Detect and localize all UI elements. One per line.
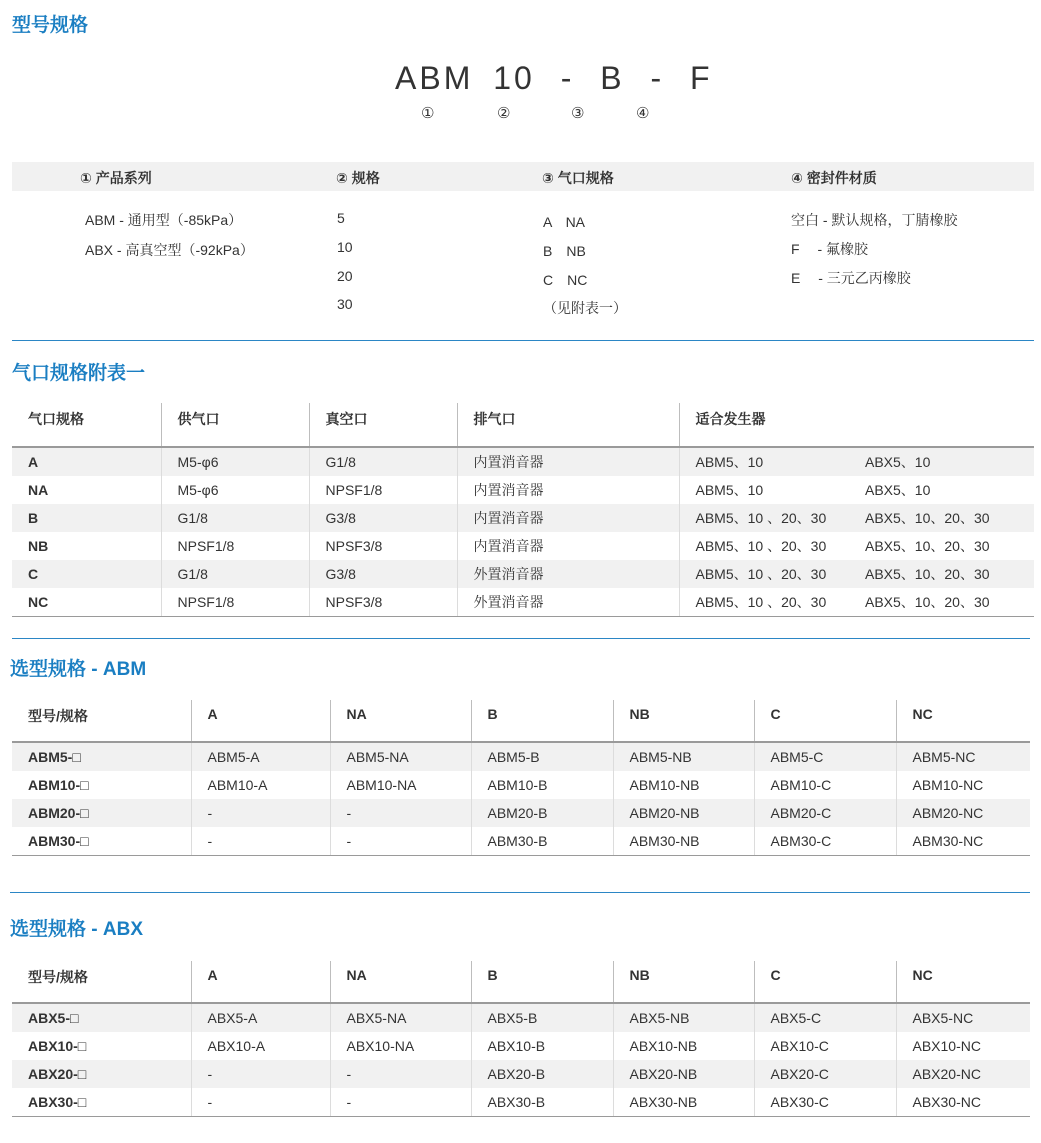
abm-selection-table (12, 700, 1030, 856)
spec-size-20: 20 (337, 268, 353, 284)
table-cell: ABM5、10 、20、30 (679, 504, 849, 532)
col-header: NA (330, 961, 471, 1003)
spec-header-port: ③ 气口规格 (542, 170, 614, 186)
table-cell: - (191, 827, 330, 856)
port-spec-table (12, 403, 1034, 617)
code-dash: - (560, 60, 575, 96)
spec-port-c: C NC (543, 272, 588, 288)
table-cell: - (330, 1060, 471, 1088)
divider (10, 892, 1030, 893)
table-cell: NPSF3/8 (309, 588, 457, 617)
model-code (395, 60, 713, 97)
col-header: NB (613, 700, 754, 742)
col-header: C (754, 700, 896, 742)
table-cell: ABM10-C (754, 771, 896, 799)
col-header-vacuum: 真空口 (309, 403, 457, 447)
table-cell: G1/8 (161, 504, 309, 532)
table-cell: ABX20-C (754, 1060, 896, 1088)
table-cell: G1/8 (161, 560, 309, 588)
col-header: B (471, 700, 613, 742)
table-header-row (12, 961, 1030, 1003)
spec-series-abm: ABM - 通用型（-85kPa） (85, 212, 243, 228)
table-cell: ABM30-B (471, 827, 613, 856)
spec-size-10: 10 (337, 239, 353, 255)
table-cell: ABM30-NC (896, 827, 1030, 856)
code-part-size: 10 (493, 60, 535, 96)
col-header: B (471, 961, 613, 1003)
table-row (12, 827, 1030, 856)
col-header: NA (330, 700, 471, 742)
row-label: ABX30-□ (12, 1088, 191, 1117)
table-cell: ABM5、10 、20、30 (679, 588, 849, 617)
spec-size-30: 30 (337, 296, 353, 312)
divider (12, 638, 1030, 639)
table-row (12, 1003, 1030, 1032)
table-row (12, 560, 1034, 588)
table-cell: ABM30-NB (613, 827, 754, 856)
row-label: ABX10-□ (28, 1038, 87, 1054)
table-cell: G3/8 (309, 560, 457, 588)
table-cell: ABM5、10 、20、30 (679, 532, 849, 560)
code-marker-3: ③ (571, 105, 585, 122)
spec-port-a: A NA (543, 214, 586, 230)
table-cell: - (191, 799, 330, 827)
table-cell: M5-φ6 (161, 447, 309, 476)
row-label: NB (28, 538, 49, 554)
col-header: C (754, 961, 896, 1003)
table-cell: ABM5-A (191, 742, 330, 771)
col-header: A (191, 961, 330, 1003)
row-label: ABX20-□ (12, 1060, 191, 1088)
table-cell: ABX5、10 (865, 482, 931, 498)
table-cell: ABX30-C (754, 1088, 896, 1117)
table-cell: ABM10-A (191, 771, 330, 799)
table-cell: - (330, 827, 471, 856)
row-label: ABX5-□ (12, 1003, 191, 1032)
table-cell: ABX10-NA (330, 1032, 471, 1060)
table-cell: ABX5、10、20、30 (865, 538, 990, 554)
table-cell: ABX5、10、20、30 (849, 504, 1034, 532)
table-cell: ABM20-B (471, 799, 613, 827)
row-label: ABM10-□ (28, 777, 89, 793)
table-cell: NPSF1/8 (161, 588, 309, 617)
table-cell: ABX30-NB (613, 1088, 754, 1117)
table-cell: ABX5-NB (613, 1003, 754, 1032)
spec-seal-default: 空白 - 默认规格，丁腈橡胶 (791, 212, 958, 228)
table-row (12, 799, 1030, 827)
row-label: NC (12, 588, 161, 617)
table-cell: 内置消音器 (457, 476, 679, 504)
section-title-port-table: 气口规格附表一 (12, 363, 146, 384)
table-cell: G1/8 (309, 447, 457, 476)
table-row (12, 447, 1034, 476)
section-title-abm: 选型规格 - ABM (10, 659, 147, 680)
spec-seal-e: E - 三元乙丙橡胶 (791, 270, 911, 286)
table-row (12, 1032, 1030, 1060)
col-header: A (191, 700, 330, 742)
table-cell: - (191, 1060, 330, 1088)
table-cell: 内置消音器 (457, 532, 679, 560)
table-cell: M5-φ6 (161, 476, 309, 504)
spec-header-size: ② 规格 (336, 170, 380, 186)
col-header: NC (896, 700, 1030, 742)
spec-header-seal: ④ 密封件材质 (791, 170, 877, 186)
table-cell: ABX10-C (754, 1032, 896, 1060)
table-row (12, 1060, 1030, 1088)
table-cell: ABM5-NB (613, 742, 754, 771)
spec-port-b: B NB (543, 243, 586, 259)
table-cell: ABM5-NC (896, 742, 1030, 771)
table-cell: ABM20-NC (896, 799, 1030, 827)
table-cell: - (330, 799, 471, 827)
col-header: NB (613, 961, 754, 1003)
table-cell: ABX10-B (471, 1032, 613, 1060)
table-cell: ABX5、10 (849, 447, 1034, 476)
table-cell: ABM5-B (471, 742, 613, 771)
table-cell: ABX10-NB (613, 1032, 754, 1060)
table-cell: ABM10-NB (613, 771, 754, 799)
code-dash: - (650, 60, 665, 96)
table-cell: ABX5、10、20、30 (849, 588, 1034, 617)
divider (12, 340, 1034, 341)
spec-size-5: 5 (337, 210, 345, 226)
table-cell: ABM10-B (471, 771, 613, 799)
section-title-abx: 选型规格 - ABX (10, 919, 144, 940)
code-marker-2: ② (497, 105, 511, 122)
code-marker-4: ④ (636, 105, 650, 122)
table-cell: 外置消音器 (457, 588, 679, 617)
table-cell: ABX5、10、20、30 (849, 560, 1034, 588)
col-header-port: 气口规格 (28, 411, 84, 427)
col-header: NC (896, 961, 1030, 1003)
table-cell: ABM5、10 (679, 447, 849, 476)
table-cell: ABX5-B (471, 1003, 613, 1032)
table-row (12, 771, 1030, 799)
table-cell: ABX10-A (191, 1032, 330, 1060)
table-cell: ABM10-NA (330, 771, 471, 799)
table-row (12, 1088, 1030, 1117)
code-part-seal: F (690, 60, 713, 96)
table-cell: ABM5、10 (679, 476, 849, 504)
table-cell: ABX5-NC (896, 1003, 1030, 1032)
table-cell: ABM5-C (754, 742, 896, 771)
spec-series-abx: ABX - 高真空型（-92kPa） (85, 242, 254, 258)
row-label: C (12, 560, 161, 588)
table-cell: ABX20-B (471, 1060, 613, 1088)
table-header-row (12, 700, 1030, 742)
table-cell: ABM30-C (754, 827, 896, 856)
table-cell: 外置消音器 (457, 560, 679, 588)
table-cell: ABX20-NB (613, 1060, 754, 1088)
code-marker-1: ① (421, 105, 435, 122)
row-label: B (12, 504, 161, 532)
row-label: ABM30-□ (12, 827, 191, 856)
table-cell: ABM5-NA (330, 742, 471, 771)
spec-port-note: （见附表一） (543, 300, 627, 316)
table-cell: ABX5-A (191, 1003, 330, 1032)
section-title-model-spec: 型号规格 (12, 15, 89, 36)
row-label: ABM20-□ (12, 799, 191, 827)
code-part-port: B (600, 60, 625, 96)
table-cell: ABM20-NB (613, 799, 754, 827)
spec-header-series: ① 产品系列 (80, 170, 152, 186)
table-cell: - (191, 1088, 330, 1117)
code-part-series: ABM (395, 60, 474, 96)
table-cell: ABX30-B (471, 1088, 613, 1117)
row-label: ABM5-□ (12, 742, 191, 771)
col-header: 型号/规格 (28, 969, 88, 985)
table-cell: NPSF1/8 (161, 532, 309, 560)
col-header: 型号/规格 (28, 708, 88, 724)
table-cell: ABX5-C (754, 1003, 896, 1032)
col-header-generator: 适合发生器 (679, 403, 1034, 447)
col-header-exhaust: 排气口 (457, 403, 679, 447)
table-cell: ABX20-NC (896, 1060, 1030, 1088)
table-cell: ABM20-C (754, 799, 896, 827)
spec-header-bar (12, 162, 1034, 191)
table-cell: ABM5、10 、20、30 (679, 560, 849, 588)
table-cell: ABX30-NC (896, 1088, 1030, 1117)
spec-seal-f: F - 氟橡胶 (791, 241, 868, 257)
table-cell: G3/8 (309, 504, 457, 532)
table-cell: - (330, 1088, 471, 1117)
table-row (12, 588, 1034, 617)
row-label: NA (28, 482, 49, 498)
table-row (12, 532, 1034, 560)
row-label: A (12, 447, 161, 476)
table-cell: 内置消音器 (457, 504, 679, 532)
abx-selection-table (12, 961, 1030, 1117)
table-cell: ABX10-NC (896, 1032, 1030, 1060)
table-row (12, 742, 1030, 771)
table-cell: 内置消音器 (457, 447, 679, 476)
table-cell: ABX5-NA (330, 1003, 471, 1032)
table-row (12, 504, 1034, 532)
table-header-row (12, 403, 1034, 447)
table-cell: ABM10-NC (896, 771, 1030, 799)
table-row (12, 476, 1034, 504)
table-cell: NPSF1/8 (309, 476, 457, 504)
col-header-supply: 供气口 (161, 403, 309, 447)
table-cell: NPSF3/8 (309, 532, 457, 560)
